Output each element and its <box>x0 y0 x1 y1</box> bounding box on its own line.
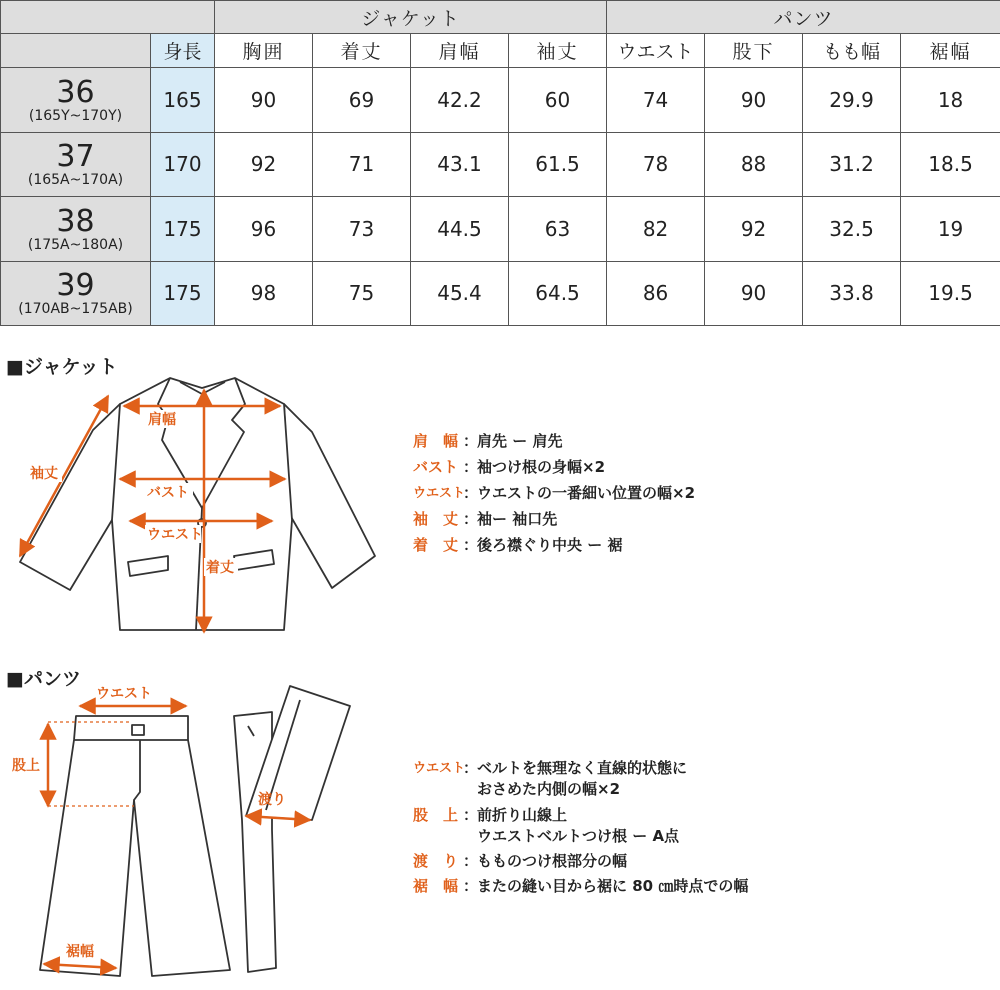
definition-desc: 肩先 ー 肩先 <box>477 432 563 450</box>
value-cell: 98 <box>215 261 313 325</box>
size-cell <box>1 132 151 196</box>
definition-term: 渡 り <box>413 852 459 870</box>
pants-heading: ■パンツ <box>6 668 81 690</box>
definition-desc: 袖ー 袖口先 <box>477 510 558 528</box>
value-cell: 92 <box>705 197 803 261</box>
size-cell <box>1 261 151 325</box>
value-cell: 86 <box>607 261 705 325</box>
size-cell <box>1 68 151 132</box>
value-cell: 45.4 <box>411 261 509 325</box>
pants-front <box>40 716 230 976</box>
size-number: 36 <box>56 75 95 111</box>
jacket-length-label: 着丈 <box>206 560 234 576</box>
definition-term: 着 丈 <box>413 536 459 554</box>
column-header: 裾幅 <box>901 34 1000 68</box>
value-cell: 19 <box>901 197 1000 261</box>
definition-colon: ： <box>463 759 479 777</box>
value-cell: 90 <box>705 68 803 132</box>
size-number: 38 <box>56 203 95 239</box>
definition-desc: 後ろ襟ぐり中央 ー 裾 <box>477 536 623 554</box>
pants-definitions <box>413 757 833 897</box>
jacket-heading: ■ジャケット <box>6 356 118 378</box>
height-cell: 170 <box>151 132 215 196</box>
column-header-row <box>1 34 1000 68</box>
value-cell: 75 <box>313 261 411 325</box>
value-cell: 32.5 <box>803 197 901 261</box>
value-cell: 92 <box>215 132 313 196</box>
value-cell: 78 <box>607 132 705 196</box>
value-cell: 43.1 <box>411 132 509 196</box>
corner-cell <box>1 1 215 34</box>
jacket-illustration <box>0 370 380 640</box>
definition-colon: ： <box>463 458 479 476</box>
table-row <box>1 132 1000 196</box>
column-header: 股下 <box>705 34 803 68</box>
definition-term: 股 上 <box>413 806 459 824</box>
definition-desc: 前折り山線上 <box>477 806 568 824</box>
value-cell: 69 <box>313 68 411 132</box>
size-number: 37 <box>56 139 95 175</box>
size-range: (170AB~175AB) <box>18 301 133 318</box>
definition-term: ウエスト <box>413 761 466 776</box>
value-cell: 61.5 <box>509 132 607 196</box>
height-cell: 175 <box>151 197 215 261</box>
value-cell: 82 <box>607 197 705 261</box>
definition-desc-line2: ウエストベルトつけ根 ー A点 <box>477 827 680 845</box>
jacket-group-header: ジャケット <box>215 1 607 34</box>
column-header: 肩幅 <box>411 34 509 68</box>
height-cell: 175 <box>151 261 215 325</box>
definition-desc: またの縫い目から裾に 80 ㎝時点での幅 <box>477 877 749 895</box>
definition-colon: ： <box>463 852 479 870</box>
value-cell: 90 <box>705 261 803 325</box>
value-cell: 60 <box>509 68 607 132</box>
definition-colon: ： <box>463 484 479 502</box>
column-header: もも幅 <box>803 34 901 68</box>
jacket-waist-label: ウエスト <box>147 527 203 543</box>
pants-rise-label: 股上 <box>12 758 40 774</box>
left-sleeve <box>20 404 120 590</box>
jacket-definitions <box>413 430 813 560</box>
size-cell <box>1 197 151 261</box>
size-range: (165A~170A) <box>27 172 124 189</box>
size-range: (175A~180A) <box>27 236 124 253</box>
value-cell: 33.8 <box>803 261 901 325</box>
group-header-row <box>1 1 1000 34</box>
value-cell: 63 <box>509 197 607 261</box>
pants-hem-label: 裾幅 <box>66 944 94 960</box>
value-cell: 42.2 <box>411 68 509 132</box>
jacket-sleeve-label: 袖丈 <box>30 466 58 482</box>
value-cell: 31.2 <box>803 132 901 196</box>
size-number: 39 <box>56 268 95 304</box>
column-header: 身長 <box>151 34 215 68</box>
definition-term: 袖 丈 <box>413 510 459 528</box>
definition-term: 裾 幅 <box>413 877 459 895</box>
definition-colon: ： <box>463 806 479 824</box>
value-cell: 71 <box>313 132 411 196</box>
value-cell: 96 <box>215 197 313 261</box>
value-cell: 29.9 <box>803 68 901 132</box>
pants-waist-label: ウエスト <box>96 686 152 702</box>
jacket-shoulder-label: 肩幅 <box>148 412 176 428</box>
definition-desc: 袖つけ根の身幅×2 <box>477 458 606 476</box>
column-header: 袖丈 <box>509 34 607 68</box>
right-sleeve <box>284 404 375 588</box>
column-header: ウエスト <box>607 34 705 68</box>
value-cell: 73 <box>313 197 411 261</box>
pants-group-header: パンツ <box>607 1 1000 34</box>
value-cell: 64.5 <box>509 261 607 325</box>
definition-desc: ウエストの一番細い位置の幅×2 <box>477 484 696 502</box>
definition-colon: ： <box>463 877 479 895</box>
column-header: 胸囲 <box>215 34 313 68</box>
pants-illustration <box>0 680 380 985</box>
value-cell: 19.5 <box>901 261 1000 325</box>
size-range: (165Y~170Y) <box>28 108 123 125</box>
jacket-body <box>112 378 292 630</box>
definition-desc: もものつけ根部分の幅 <box>477 852 628 870</box>
size-table <box>0 0 1000 326</box>
height-cell: 165 <box>151 68 215 132</box>
definition-term: 肩 幅 <box>413 432 459 450</box>
value-cell: 90 <box>215 68 313 132</box>
column-header: 着丈 <box>313 34 411 68</box>
value-cell: 88 <box>705 132 803 196</box>
value-cell: 44.5 <box>411 197 509 261</box>
value-cell: 18 <box>901 68 1000 132</box>
value-cell: 18.5 <box>901 132 1000 196</box>
definition-term: ウエスト <box>413 486 466 501</box>
pants-thigh-label: 渡り <box>258 792 286 808</box>
jacket-bust-label: バスト <box>147 485 189 501</box>
definition-desc-line2: おさめた内側の幅×2 <box>477 780 621 798</box>
definition-term: バスト <box>413 458 459 476</box>
belt-loop-icon <box>132 725 144 735</box>
value-cell: 74 <box>607 68 705 132</box>
definition-desc: ベルトを無理なく直線的状態に <box>477 759 688 777</box>
size-column-header <box>1 34 151 68</box>
definition-colon: ： <box>463 432 479 450</box>
table-row <box>1 68 1000 132</box>
table-row <box>1 261 1000 325</box>
definition-colon: ： <box>463 536 479 554</box>
table-row <box>1 197 1000 261</box>
definition-colon: ： <box>463 510 479 528</box>
